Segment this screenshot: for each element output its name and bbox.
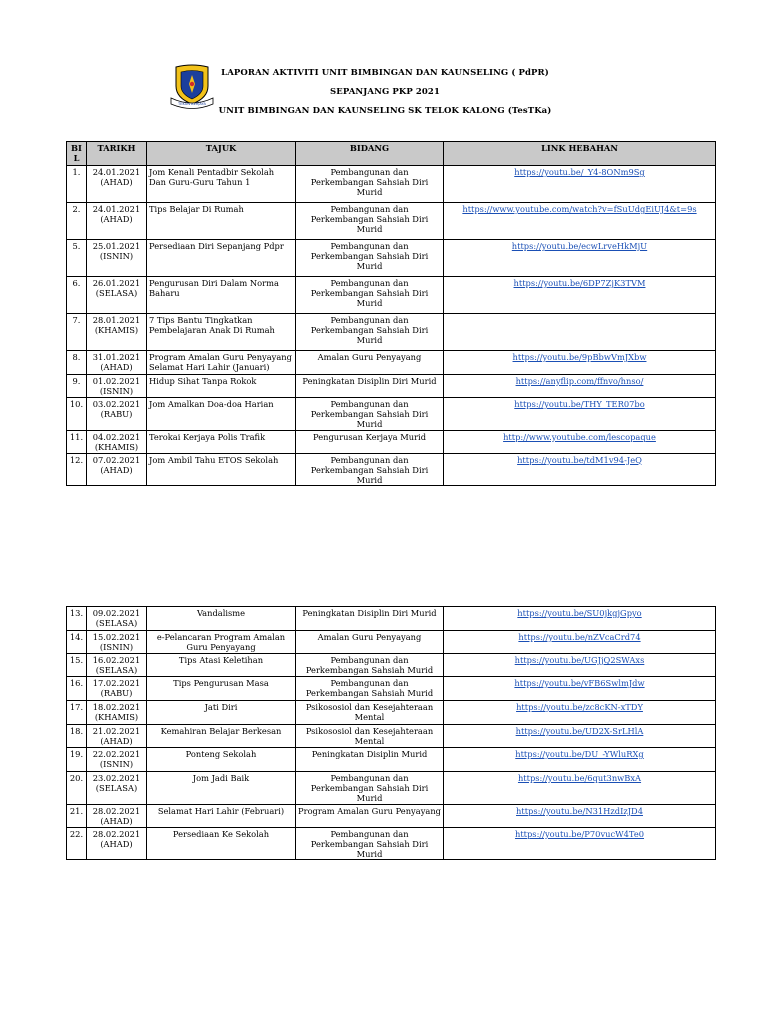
- row-number: 16.: [67, 677, 87, 701]
- table-row: [67, 607, 716, 631]
- row-day: (KHAMIS): [94, 441, 139, 452]
- row-bidang: Pembangunan dan Perkembangan Sahsiah Diri Murid: [296, 314, 444, 351]
- row-date: 28.02.2021: [92, 805, 141, 816]
- row-link-cell: [444, 701, 716, 725]
- row-bidang: Pembangunan dan Perkembangan Sahsiah Murid: [296, 654, 444, 677]
- table-row: [67, 725, 716, 748]
- row-date-cell: [87, 314, 147, 351]
- row-date-cell: [87, 398, 147, 431]
- row-date: 22.02.2021: [92, 749, 141, 759]
- row-date: 04.02.2021: [92, 431, 141, 442]
- row-number: 14.: [67, 631, 87, 654]
- row-title: Program Amalan Guru Penyayang Selamat Hari Lahir (Januari): [147, 351, 296, 375]
- row-link-cell: [444, 804, 716, 827]
- table-row: [67, 772, 716, 805]
- row-date-cell: [87, 748, 147, 772]
- table-row: [67, 677, 716, 701]
- row-date-cell: [87, 607, 147, 631]
- row-date: 03.02.2021: [92, 399, 141, 409]
- row-date: 28.01.2021: [92, 315, 141, 325]
- row-day: (ISNIN): [99, 642, 134, 653]
- table-row: [67, 314, 716, 351]
- row-number: 19.: [67, 748, 87, 772]
- row-day: (SELASA): [95, 618, 138, 629]
- row-title: Jom Kenali Pentadbir Sekolah Dan Guru-Guru Tahun 1: [147, 166, 296, 203]
- row-title: Tips Pengurusan Masa: [147, 677, 296, 701]
- row-date-cell: [87, 375, 147, 398]
- row-title: Tips Atasi Keletihan: [147, 654, 296, 677]
- row-number: 9.: [67, 375, 87, 398]
- row-day: (ISNIN): [99, 759, 134, 770]
- row-link-cell: [444, 631, 716, 654]
- header-bil: BIL: [67, 142, 87, 166]
- row-link[interactable]: https://youtu.be/UGJjQ2SWAxs: [514, 655, 645, 665]
- unit-title: UNIT BIMBINGAN DAN KAUNSELING SK TELOK KALONG (TesTKa): [218, 106, 552, 116]
- school-crest-icon: [168, 64, 216, 110]
- row-day: (AHAD): [100, 838, 133, 849]
- row-number: 22.: [67, 827, 87, 860]
- table-row: [67, 277, 716, 314]
- row-date: 18.02.2021: [92, 702, 141, 712]
- row-title: Persediaan Ke Sekolah: [147, 827, 296, 860]
- row-link-cell: [444, 748, 716, 772]
- row-date: 23.02.2021: [92, 773, 141, 783]
- row-title: Jom Jadi Baik: [147, 772, 296, 805]
- row-number: 15.: [67, 654, 87, 677]
- row-date-cell: [87, 166, 147, 203]
- header-link: LINK HEBAHAN: [444, 142, 716, 166]
- row-date: 15.02.2021: [92, 632, 141, 642]
- row-date: 25.01.2021: [92, 241, 141, 251]
- row-link[interactable]: https://youtu.be/DU_-YWluRXg: [515, 749, 644, 759]
- table-row: [67, 166, 716, 203]
- row-date: 07.02.2021: [92, 454, 141, 465]
- row-link-cell: [444, 772, 716, 805]
- row-number: 17.: [67, 701, 87, 725]
- row-bidang: Peningkatan Disiplin Diri Murid: [296, 375, 444, 398]
- row-bidang: Psikososiol dan Kesejahteraan Mental: [296, 701, 444, 725]
- table-row: [67, 240, 716, 277]
- row-bidang: Pengurusan Kerjaya Murid: [296, 430, 444, 453]
- row-bidang: Amalan Guru Penyayang: [296, 351, 444, 375]
- row-link[interactable]: https://youtu.be/SU0jkgjGpyo: [517, 608, 642, 618]
- row-link-cell: [444, 677, 716, 701]
- row-link[interactable]: https://youtu.be/UD2X-SrLHlA: [515, 726, 644, 736]
- table-row: [67, 701, 716, 725]
- row-date-cell: [87, 804, 147, 827]
- row-date: 01.02.2021: [92, 376, 141, 386]
- table-row: [67, 351, 716, 375]
- row-link[interactable]: https://youtu.be/6qut3nwBxA: [517, 773, 642, 783]
- row-number: 11.: [67, 430, 87, 453]
- header-tajuk: TAJUK: [147, 142, 296, 166]
- activity-table-page2: [66, 606, 716, 860]
- row-bidang: Pembangunan dan Perkembangan Sahsiah Murid: [296, 677, 444, 701]
- row-number: 2.: [67, 203, 87, 240]
- table-row: [67, 203, 716, 240]
- row-bidang: Pembangunan dan Perkembangan Sahsiah Diri Murid: [296, 398, 444, 431]
- row-bidang: Pembangunan dan Perkembangan Sahsiah Diri Murid: [296, 277, 444, 314]
- row-date: 24.01.2021: [92, 167, 141, 177]
- row-link[interactable]: https://youtu.be/tdM1v94-JeQ: [517, 454, 642, 465]
- row-day: (AHAD): [100, 214, 133, 225]
- row-date: 28.02.2021: [92, 828, 141, 839]
- row-date-cell: [87, 631, 147, 654]
- row-link-cell: [444, 375, 716, 398]
- row-number: 6.: [67, 277, 87, 314]
- row-date: 21.02.2021: [92, 726, 141, 736]
- row-title: Hidup Sihat Tanpa Rokok: [147, 375, 296, 398]
- row-date-cell: [87, 677, 147, 701]
- row-link-cell: [444, 453, 716, 486]
- row-bidang: Psikososiol dan Kesejahteraan Mental: [296, 725, 444, 748]
- row-bidang: Pembangunan dan Perkembangan Sahsiah Diri Murid: [296, 203, 444, 240]
- row-title: 7 Tips Bantu Tingkatkan Pembelajaran Anak Di Rumah: [147, 314, 296, 351]
- row-day: (SELASA): [95, 288, 138, 299]
- row-number: 7.: [67, 314, 87, 351]
- row-bidang: Pembangunan dan Perkembangan Sahsiah Diri Murid: [296, 240, 444, 277]
- row-number: 13.: [67, 607, 87, 631]
- row-number: 5.: [67, 240, 87, 277]
- report-title: LAPORAN AKTIVITI UNIT BIMBINGAN DAN KAUNSELING ( PdPR): [221, 68, 549, 78]
- row-day: (AHAD): [100, 815, 133, 826]
- row-date: 09.02.2021: [92, 608, 141, 618]
- row-link[interactable]: https://youtu.be/9pBbwVmJXbw: [512, 352, 647, 362]
- row-day: (AHAD): [100, 177, 133, 188]
- header-bidang: BIDANG: [296, 142, 444, 166]
- row-title: Terokai Kerjaya Polis Trafik: [147, 430, 296, 453]
- row-link[interactable]: https://youtu.be/N31HzdIzJD4: [516, 805, 643, 816]
- row-date: 26.01.2021: [92, 278, 141, 288]
- row-link[interactable]: https://youtu.be/ecwLrveHkMjU: [511, 241, 648, 251]
- row-link-cell: [444, 607, 716, 631]
- row-bidang: Peningkatan Disiplin Diri Murid: [296, 607, 444, 631]
- row-date-cell: [87, 725, 147, 748]
- row-bidang: Pembangunan dan Perkembangan Sahsiah Diri Murid: [296, 453, 444, 486]
- row-title: Vandalisme: [147, 607, 296, 631]
- row-link-cell: [444, 203, 716, 240]
- table-row: [67, 398, 716, 431]
- row-title: Persediaan Diri Sepanjang Pdpr: [147, 240, 296, 277]
- row-date-cell: [87, 203, 147, 240]
- row-number: 10.: [67, 398, 87, 431]
- row-bidang: Pembangunan dan Perkembangan Sahsiah Diri Murid: [296, 772, 444, 805]
- row-link-cell: [444, 314, 716, 351]
- report-subtitle: SEPANJANG PKP 2021: [330, 87, 440, 97]
- table-row: [67, 430, 716, 453]
- row-link[interactable]: http://www.youtube.com/lescopaque: [503, 431, 656, 442]
- row-date: 16.02.2021: [92, 655, 141, 665]
- row-number: 18.: [67, 725, 87, 748]
- header-tarikh: TARIKH: [87, 142, 147, 166]
- row-date: 31.01.2021: [92, 352, 141, 362]
- row-bidang: Program Amalan Guru Penyayang: [296, 804, 444, 827]
- row-date: 24.01.2021: [92, 204, 141, 214]
- row-title: Tips Belajar Di Rumah: [147, 203, 296, 240]
- row-date-cell: [87, 430, 147, 453]
- row-date-cell: [87, 453, 147, 486]
- row-link-cell: [444, 430, 716, 453]
- row-day: (KHAMIS): [94, 325, 139, 336]
- row-bidang: Pembangunan dan Perkembangan Sahsiah Diri Murid: [296, 166, 444, 203]
- row-title: Pengurusan Diri Dalam Norma Baharu: [147, 277, 296, 314]
- row-link-cell: [444, 166, 716, 203]
- row-day: (AHAD): [100, 736, 133, 747]
- row-date-cell: [87, 654, 147, 677]
- row-link[interactable]: https://youtu.be/P70vucW4Te0: [514, 828, 645, 839]
- row-link-cell: [444, 654, 716, 677]
- row-day: (RABU): [100, 409, 133, 420]
- row-bidang: Peningkatan Disiplin Murid: [296, 748, 444, 772]
- row-day: (RABU): [100, 688, 133, 699]
- report-header: [215, 64, 555, 121]
- row-title: e-Pelancaran Program Amalan Guru Penyayang: [147, 631, 296, 654]
- row-link-cell: [444, 725, 716, 748]
- row-link-cell: [444, 240, 716, 277]
- row-title: Kemahiran Belajar Berkesan: [147, 725, 296, 748]
- activity-table-page1: [66, 141, 716, 486]
- row-link[interactable]: https://youtu.be/_Y4-8ONm9Sg: [514, 167, 645, 177]
- row-link[interactable]: https://www.youtube.com/watch?v=fSuUdgEiUJ4&t=9s: [462, 204, 697, 214]
- row-date-cell: [87, 351, 147, 375]
- row-title: Jom Amalkan Doa-doa Harian: [147, 398, 296, 431]
- table-row: [67, 827, 716, 860]
- row-link[interactable]: https://youtu.be/nZVcaCrd74: [518, 632, 641, 642]
- row-bidang: Pembangunan dan Perkembangan Sahsiah Diri Murid: [296, 827, 444, 860]
- row-link[interactable]: https://anyflip.com/ffnvo/hnso/: [515, 376, 644, 386]
- row-link-cell: [444, 277, 716, 314]
- row-link[interactable]: https://youtu.be/vFB6SwlmJdw: [514, 678, 645, 688]
- table-row: [67, 375, 716, 398]
- row-title: Ponteng Sekolah: [147, 748, 296, 772]
- table-row: [67, 631, 716, 654]
- row-title: Selamat Hari Lahir (Februari): [147, 804, 296, 827]
- row-date: 17.02.2021: [92, 678, 141, 688]
- row-title: Jom Ambil Tahu ETOS Sekolah: [147, 453, 296, 486]
- row-bidang: Amalan Guru Penyayang: [296, 631, 444, 654]
- row-title: Jati Diri: [147, 701, 296, 725]
- table-row: [67, 453, 716, 486]
- row-day: (ISNIN): [99, 251, 134, 262]
- row-date-cell: [87, 827, 147, 860]
- row-number: 20.: [67, 772, 87, 805]
- row-number: 1.: [67, 166, 87, 203]
- row-link[interactable]: https://youtu.be/6DP7ZjK3TVM: [513, 278, 646, 288]
- row-day: (AHAD): [100, 362, 133, 373]
- row-date-cell: [87, 701, 147, 725]
- row-day: (KHAMIS): [94, 712, 139, 723]
- row-link[interactable]: https://youtu.be/zc8cKN-xTDY: [516, 702, 643, 712]
- row-day: (ISNIN): [99, 386, 134, 397]
- row-date-cell: [87, 240, 147, 277]
- row-number: 12.: [67, 453, 87, 486]
- row-link-cell: [444, 351, 716, 375]
- row-link-cell: [444, 827, 716, 860]
- row-date-cell: [87, 772, 147, 805]
- row-number: 21.: [67, 804, 87, 827]
- table-row: [67, 654, 716, 677]
- row-date-cell: [87, 277, 147, 314]
- row-day: (AHAD): [100, 464, 133, 475]
- table-row: [67, 804, 716, 827]
- row-link-cell: [444, 398, 716, 431]
- row-day: (SELASA): [95, 665, 138, 676]
- crest-motto: TEKUN BERJAYA: [178, 102, 206, 106]
- row-link[interactable]: https://youtu.be/THY_TER07bo: [514, 399, 645, 409]
- row-day: (SELASA): [95, 783, 138, 794]
- row-number: 8.: [67, 351, 87, 375]
- table-row: [67, 748, 716, 772]
